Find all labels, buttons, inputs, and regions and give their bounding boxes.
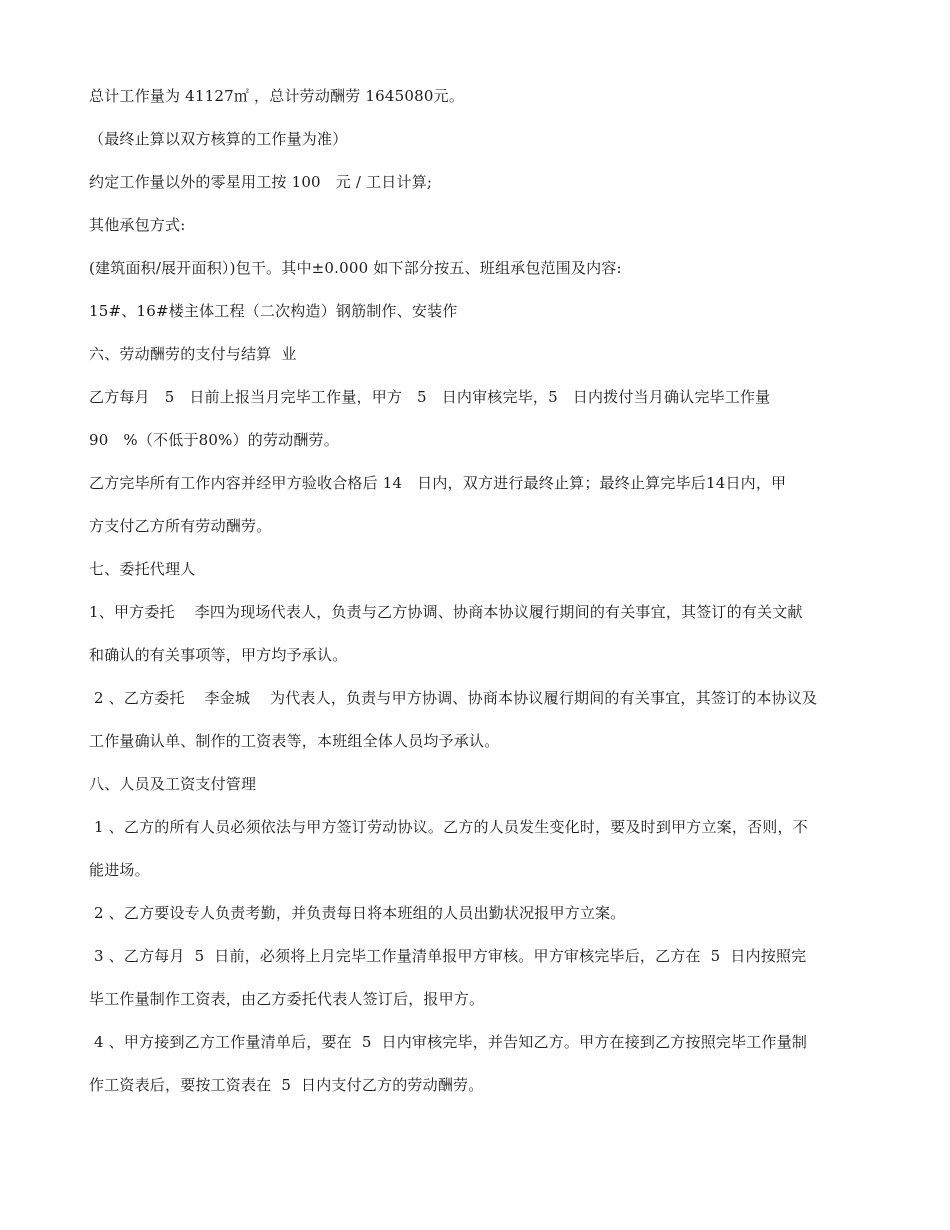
text-line: 3 、乙方每月 5 日前，必须将上月完毕工作量清单报甲方审核。甲方审核完毕后，乙方在 5 日内按照完 — [89, 947, 807, 965]
text-line: 15#、16#楼主体工程（二次构造）钢筋制作、安装作 — [89, 302, 458, 320]
section-heading: 八、人员及工资支付管理 — [89, 775, 257, 793]
section-heading: 六、劳动酬劳的支付与结算 业 — [89, 345, 297, 363]
text-line: 4 、甲方接到乙方工作量清单后，要在 5 日内审核完毕，并告知乙方。甲方在接到乙方按照完毕工作量制 — [89, 1033, 808, 1051]
text-line: （最终止算以双方核算的工作量为准） — [89, 130, 348, 148]
text-line: 乙方完毕所有工作内容并经甲方验收合格后 14 日内，双方进行最终止算；最终止算完毕后14日内，甲 — [89, 474, 787, 492]
text-line: 和确认的有关事项等，甲方均予承认。 — [89, 646, 348, 664]
text-line: 作工资表后，要按工资表在 5 日内支付乙方的劳动酬劳。 — [89, 1076, 484, 1094]
text-line: 约定工作量以外的零星用工按 100 元 / 工日计算; — [89, 173, 433, 191]
text-line: 总计工作量为 41127㎡ ，总计劳动酬劳 1645080元。 — [89, 87, 465, 105]
text-line: 能进场。 — [89, 861, 150, 879]
text-line: 方支付乙方所有劳动酬劳。 — [89, 517, 272, 535]
text-line: 其他承包方式: — [89, 216, 186, 234]
text-line: 工作量确认单、制作的工资表等，本班组全体人员均予承认。 — [89, 732, 500, 750]
text-line: 乙方每月 5 日前上报当月完毕工作量，甲方 5 日内审核完毕，5 日内拨付当月确认完毕工作量 — [89, 388, 771, 406]
text-line: 毕工作量制作工资表，由乙方委托代表人签订后，报甲方。 — [89, 990, 485, 1008]
text-line: 2 、乙方委托 李金城 为代表人，负责与甲方协调、协商本协议履行期间的有关事宜，其签订的本协议及 — [89, 689, 818, 707]
section-heading: 七、委托代理人 — [89, 560, 196, 578]
text-line: 2 、乙方要设专人负责考勤，并负责每日将本班组的人员出勤状况报甲方立案。 — [89, 904, 626, 922]
text-line: 1、甲方委托 李四为现场代表人，负责与乙方协调、协商本协议履行期间的有关事宜，其签订的有关文献 — [89, 603, 803, 621]
text-line: 1 、乙方的所有人员必须依法与甲方签订劳动协议。乙方的人员发生变化时，要及时到甲方立案，否则，不 — [89, 818, 808, 836]
text-line: (建筑面积/展开面积）)包干。其中±0.000 如下部分按五、班组承包范围及内容: — [89, 259, 622, 277]
text-line: 90 %（不低于80%）的劳动酬劳。 — [89, 431, 339, 449]
